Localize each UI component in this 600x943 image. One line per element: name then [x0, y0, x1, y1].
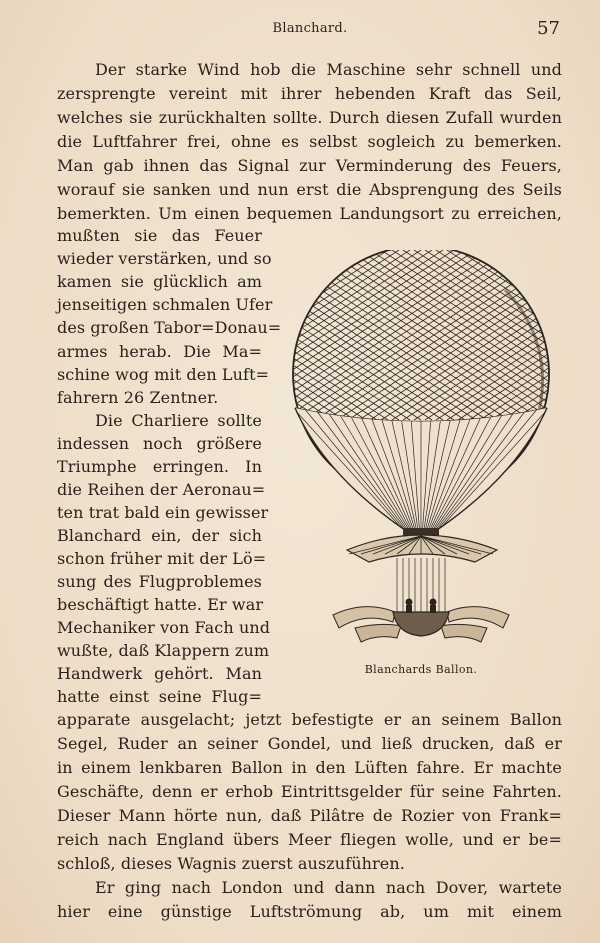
text-line: die Luftfahrer frei, ohne es selbst sogleich zu bemerken.: [57, 132, 562, 151]
text-line: jenseitigen schmalen Ufer: [57, 295, 273, 314]
text-line: Der starke Wind hob die Maschine sehr schnell und: [95, 60, 562, 79]
text-line: schloß, dieses Wagnis zuerst auszuführen.: [57, 854, 405, 873]
text-line: wieder verstärken, und so: [57, 249, 272, 268]
text-line: armes herab. Die Ma=: [57, 342, 262, 361]
running-head: [60, 18, 560, 40]
text-line: wußte, daß Klappern zum: [57, 641, 270, 660]
text-line: Mechaniker von Fach und: [57, 618, 271, 637]
text-line: kamen sie glücklich am: [57, 272, 262, 291]
text-line: bemerkten. Um einen bequemen Landungsort zu erreichen,: [57, 204, 562, 223]
text-line: Segel, Ruder an seiner Gondel, und ließ drucken, daß er: [57, 734, 562, 753]
text-line: schine wog mit den Luft=: [57, 365, 270, 384]
text-line: zersprengte vereint mit ihrer hebenden Kraft das Seil,: [57, 84, 562, 103]
page-number: 57: [537, 18, 560, 39]
text-line: fahrern 26 Zentner.: [57, 388, 219, 407]
text-line: die Reihen der Aeronau=: [57, 480, 266, 499]
text-line: Dieser Mann hörte nun, daß Pilâtre de Rozier von Frank=: [57, 806, 562, 825]
balloon-illustration: [285, 250, 557, 650]
text-line: Blanchard ein, der sich: [57, 526, 262, 545]
text-line: hatte einst seine Flug=: [57, 687, 262, 706]
text-line: in einem lenkbaren Ballon in den Lüften fahre. Er machte: [57, 758, 562, 777]
text-line: indessen noch größere: [57, 434, 262, 453]
running-head-title: Blanchard.: [272, 21, 348, 36]
text-line: Geschäfte, denn er erhob Eintrittsgelder für seine Fahrten.: [57, 782, 562, 801]
text-line: des großen Tabor=Donau=: [57, 318, 282, 337]
text-line: Triumphe erringen. In: [57, 457, 262, 476]
text-line: Man gab ihnen das Signal zur Verminderung des Feuers,: [57, 156, 562, 175]
text-line: Die Charliere sollte: [95, 411, 262, 430]
text-line: hier eine günstige Luftströmung ab, um mit einem: [57, 902, 562, 921]
text-line: sung des Flugproblemes: [57, 572, 262, 591]
text-line: worauf sie sanken und nun erst die Absprengung des Seils: [57, 180, 562, 199]
text-line: beschäftigt hatte. Er war: [57, 595, 264, 614]
text-line: reich nach England übers Meer fliegen wolle, und er be=: [57, 830, 562, 849]
balloon-engraving-icon: [285, 250, 557, 650]
text-line: mußten sie das Feuer: [57, 226, 262, 245]
text-line: ten trat bald ein gewisser: [57, 503, 269, 522]
text-line: apparate ausgelacht; jetzt befestigte er an seinem Ballon: [57, 710, 562, 729]
figure-caption: Blanchards Ballon.: [364, 663, 478, 676]
text-line: welches sie zurückhalten sollte. Durch diesen Zufall wurden: [57, 108, 562, 127]
text-line: schon früher mit der Lö=: [57, 549, 267, 568]
text-line: Handwerk gehört. Man: [57, 664, 262, 683]
text-line: Er ging nach London und dann nach Dover, wartete: [95, 878, 562, 897]
